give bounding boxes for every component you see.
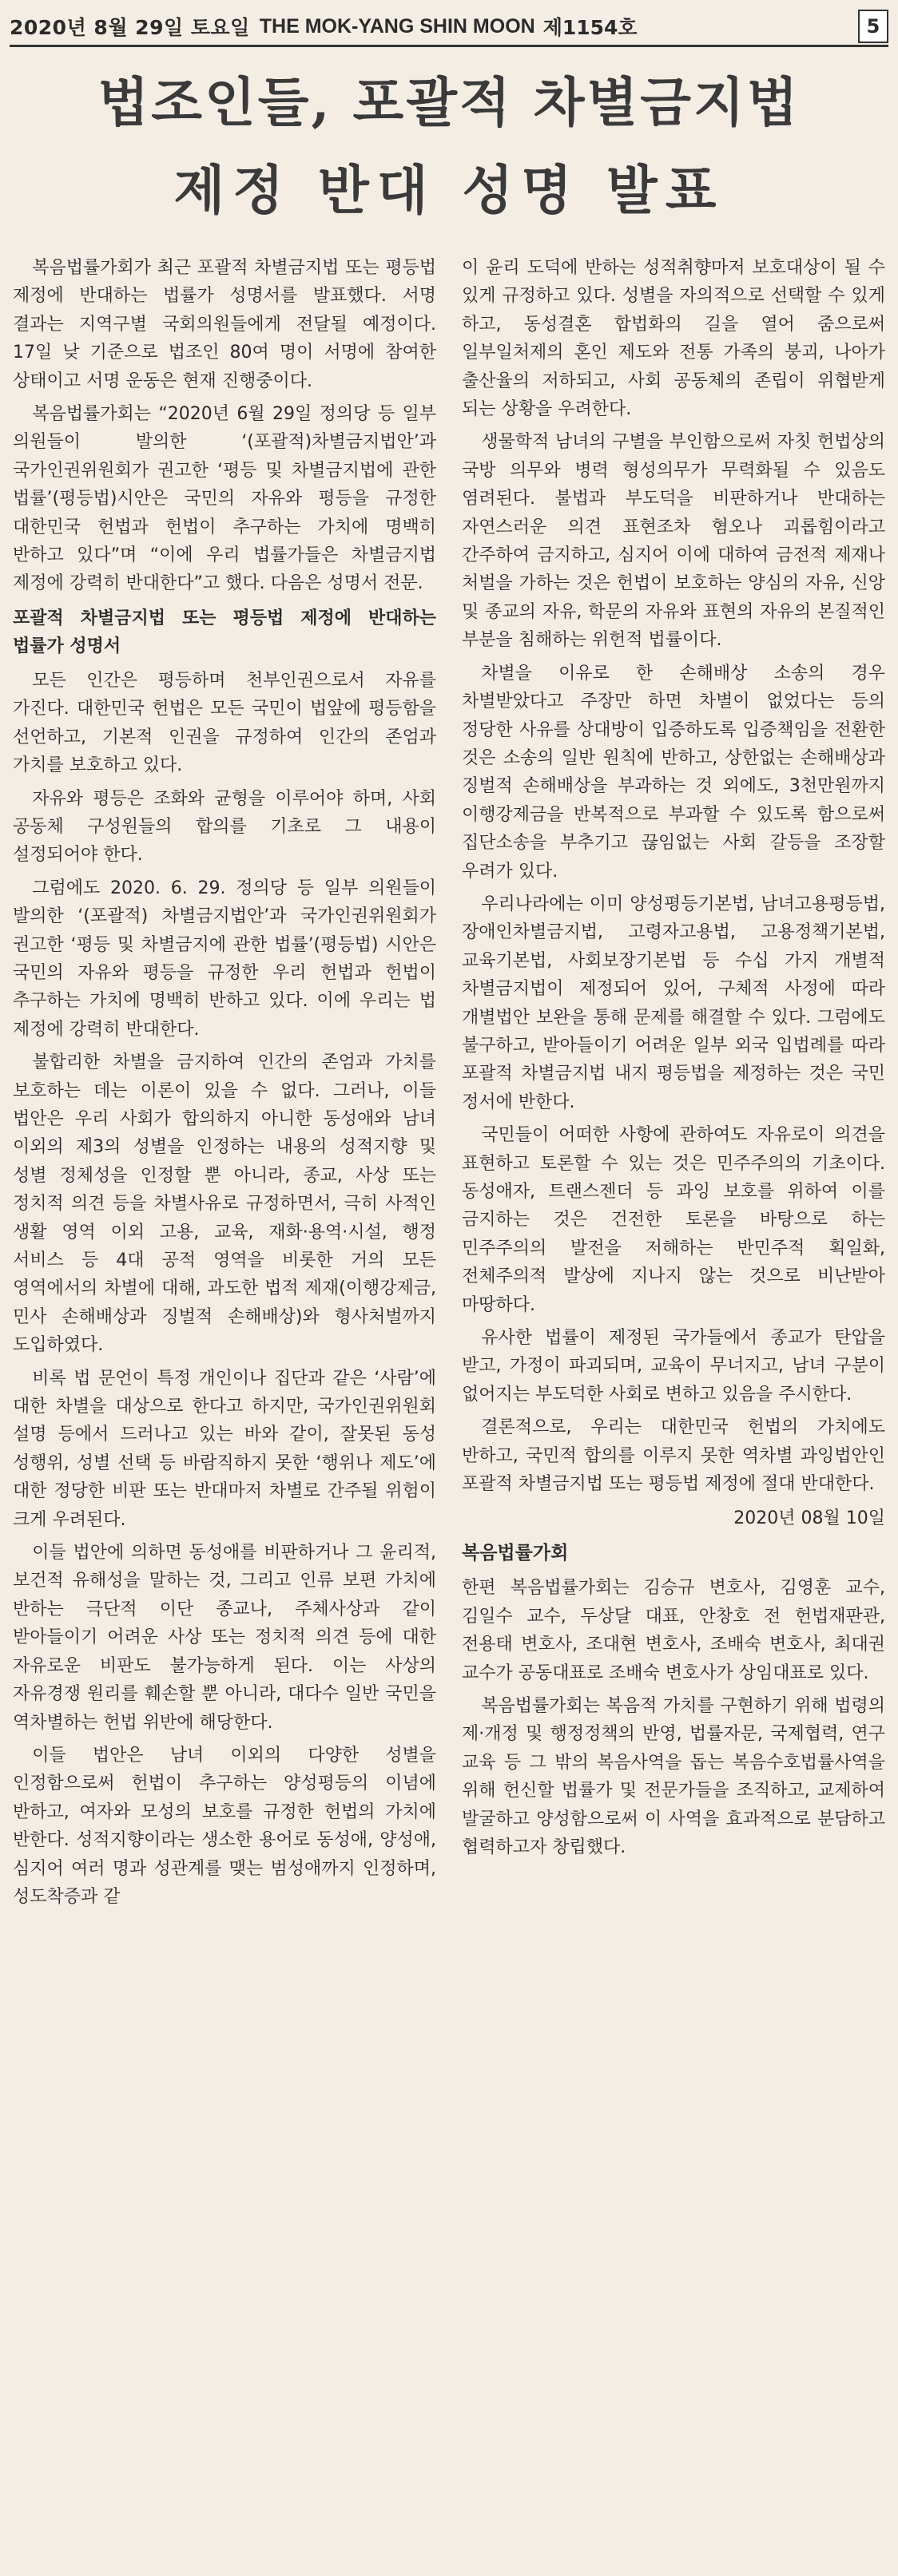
- paragraph: 자유와 평등은 조화와 균형을 이루어야 하며, 사회 공동체 구성원들의 합의를 기초로 그 내용이 설정되어야 한다.: [13, 788, 436, 866]
- statement-title: 포괄적 차별금지법 또는 평등법 제정에 반대하는 법률가 성명서: [13, 608, 436, 656]
- paragraph: 한편 복음법률가회는 김승규 변호사, 김영훈 교수, 김일수 교수, 두상달 대표, 안창호 전 헌법재판관, 전용태 변호사, 조대현 변호사, 조배숙 변호사, 최대권 교수가 공동대표로 조배숙 변호사가 상임대표로 있다.: [462, 1578, 885, 1683]
- issue-date: 2020년 8월 29일 토요일: [10, 16, 250, 39]
- article-headline: [0, 65, 898, 227]
- masthead: [10, 8, 888, 47]
- paragraph: 이들 법안은 남녀 이외의 다양한 성별을 인정함으로써 헌법이 추구하는 양성평등의 이념에 반하고, 여자와 모성의 보호를 규정한 헌법의 가치에 반한다. 성적지향이라는 생소한 용어로 동성애, 양성애, 심지어 여러 명과 성관계를 맺는 범성애까지 인정하며, 성도착증과 같: [13, 1745, 436, 1907]
- paragraph: 차별을 이유로 한 손해배상 소송의 경우 차별받았다고 주장만 하면 차별이 없었다는 등의 정당한 사유를 상대방이 입증하도록 입증책임을 전환한 것은 소송의 일반 원칙에 반하고, 상한없는 손해배상과 징벌적 손해배상을 부과하는 것 외에도, 3천만원까지 이행강제금을 반복적으로 부과할 수 있도록 함으로써 집단소송을 부추기고 끊임없는 사회 갈등을 조장할 우려가 있다.: [462, 663, 885, 882]
- issue-number: 제1154호: [542, 16, 638, 39]
- paragraph: 국민들이 어떠한 사항에 관하여도 자유로이 의견을 표현하고 토론할 수 있는 것은 민주주의의 기초이다. 동성애자, 트랜스젠더 등 과잉 보호를 위하여 이를 금지하는 것은 건전한 토론을 바탕으로 하는 민주주의의 발전을 저해하는 반민주적 획일화, 전체주의적 발상에 지나지 않는 것으로 비난받아 마땅하다.: [462, 1125, 885, 1315]
- paragraph: 복음법률가회가 최근 포괄적 차별금지법 또는 평등법 제정에 반대하는 법률가 성명서를 발표했다. 서명 결과는 지역구별 국회의원들에게 전달될 예정이다. 17일 낮 기준으로 법조인 80여 명이 서명에 참여한 상태이고 서명 운동은 현재 진행중이다.: [13, 258, 436, 391]
- paragraph: 비록 법 문언이 특정 개인이나 집단과 같은 ‘사람’에 대한 차별을 대상으로 한다고 하지만, 국가인권위원회 설명 등에서 드러나고 있는 바와 같이, 잘못된 동성 성행위, 성별 선택 등 바람직하지 못한 ‘행위나 제도’에 대한 정당한 비판 또는 반대마저 차별로 간주될 위험이 크게 우려된다.: [13, 1368, 436, 1530]
- paragraph: 그럼에도 2020. 6. 29. 정의당 등 일부 의원들이 발의한 ‘(포괄적) 차별금지법안’과 국가인권위원회가 권고한 ‘평등 및 차별금지에 관한 법률’(평등법) 시안은 국민의 자유와 평등을 규정한 우리 헌법과 헌법이 추구하는 가치에 명백히 반하고 있다. 이에 우리는 법 제정에 강력히 반대한다.: [13, 878, 436, 1040]
- article-left-column: [13, 254, 436, 1916]
- paragraph: 모든 인간은 평등하며 천부인권으로서 자유를 가진다. 대한민국 헌법은 모든 국민이 법앞에 평등함을 선언하고, 기본적 인권을 규정하여 인간의 존엄과 가치를 보호하고 있다.: [13, 670, 436, 776]
- headline-line-2: 제정 반대 성명 발표: [173, 159, 725, 221]
- paragraph: 우리나라에는 이미 양성평등기본법, 남녀고용평등법, 장애인차별금지법, 고령자고용법, 고용정책기본법, 교육기본법, 사회보장기본법 등 수십 가지 개별적 차별금지법이 제정되어 있어, 구체적 사정에 따라 개별법안 보완을 통해 문제를 해결할 수 있다. 그럼에도 불구하고, 받아들이기 어려운 일부 외국 입법례를 따라 포괄적 차별금지법 내지 평등법을 제정하는 것은 국민 정서에 반한다.: [462, 894, 885, 1112]
- statement-date: 2020년 08월 10일: [733, 1508, 885, 1529]
- paragraph: 이들 법안에 의하면 동성애를 비판하거나 그 윤리적, 보건적 유해성을 말하는 것, 그리고 인류 보편 가치에 반하는 극단적 이단 종교나, 주체사상과 같이 받아들이기 어려운 사상 또는 정치적 의견 등에 대한 자유로운 비판도 불가능하게 된다. 이는 사상의 자유경쟁 원리를 훼손할 뿐 아니라, 대다수 일반 국민을 역차별하는 헌법 위반에 해당한다.: [13, 1543, 436, 1733]
- paragraph: 복음법률가회는 “2020년 6월 29일 정의당 등 일부 의원들이 발의한 ‘(포괄적)차별금지법안’과 국가인권위원회가 권고한 ‘평등 및 차별금지법에 관한 법률’(평등법)시안은 국민의 자유와 평등을 규정한 대한민국 헌법과 헌법이 추구하는 가치에 명백히 반하고 있다”며 “이에 우리 법률가들은 차별금지법 제정에 강력히 반대한다”고 했다. 다음은 성명서 전문.: [13, 404, 436, 594]
- paragraph: 유사한 법률이 제정된 국가들에서 종교가 탄압을 받고, 가정이 파괴되며, 교육이 무너지고, 남녀 구분이 없어지는 부도덕한 사회로 변하고 있음을 주시한다.: [462, 1328, 885, 1405]
- newspaper-name: THE MOK-YANG SHIN MOON: [259, 14, 535, 38]
- organization-name: 복음법률가회: [462, 1542, 569, 1563]
- article-right-column: [462, 254, 885, 1866]
- paragraph: 생물학적 남녀의 구별을 부인함으로써 자칫 헌법상의 국방 의무와 병력 형성의무가 무력화될 수 있음도 염려된다. 불법과 부도덕을 비판하거나 반대하는 자연스러운 의견 표현조차 혐오나 괴롭힘이라고 간주하여 금지하고, 심지어 이에 대하여 금전적 제재나 처벌을 가하는 것은 헌법이 보호하는 양심의 자유, 신앙 및 종교의 자유, 학문의 자유와 표현의 자유의 본질적인 부분을 침해하는 위헌적 법률이다.: [462, 432, 885, 651]
- headline-line-1: 법조인들, 포괄적 차별금지법: [97, 71, 801, 133]
- paragraph: 복음법률가회는 복음적 가치를 구현하기 위해 법령의 제·개정 및 행정정책의 반영, 법률자문, 국제협력, 연구 교육 등 그 밖의 복음사역을 돕는 복음수호법률사역을 위해 헌신할 법률가 및 전문가들을 조직하고, 교제하여 발굴하고 양성함으로써 이 사역을 효과적으로 분담하고 협력하고자 창립했다.: [462, 1695, 885, 1857]
- paragraph: 이 윤리 도덕에 반하는 성적취향마저 보호대상이 될 수 있게 규정하고 있다. 성별을 자의적으로 선택할 수 있게 하고, 동성결혼 합법화의 길을 열어 줌으로써 일부일처제의 혼인 제도와 전통 가족의 붕괴, 나아가 출산율의 저하되고, 사회 공동체의 존립이 위협받게 되는 상황을 우려한다.: [462, 258, 885, 420]
- page-number: 5: [858, 10, 888, 43]
- paragraph: 결론적으로, 우리는 대한민국 헌법의 가치에도 반하고, 국민적 합의를 이루지 못한 역차별 과잉법안인 포괄적 차별금지법 또는 평등법 제정에 절대 반대한다.: [462, 1417, 885, 1495]
- paragraph: 불합리한 차별을 금지하여 인간의 존엄과 가치를 보호하는 데는 이론이 있을 수 없다. 그러나, 이들 법안은 우리 사회가 합의하지 아니한 동성애와 남녀 이외의 제3의 성별을 인정하는 내용의 성적지향 및 성별 정체성을 인정할 뿐 아니라, 종교, 사상 또는 정치적 의견 등을 차별사유로 규정하면서, 극히 사적인 생활 영역 이외 고용, 교육, 재화·용역·시설, 행정 서비스 등 4대 공적 영역을 비롯한 거의 모든 영역에서의 차별에 대해, 과도한 법적 제재(이행강제금, 민사 손해배상과 징벌적 손해배상)와 형사처벌까지 도입하였다.: [13, 1052, 436, 1356]
